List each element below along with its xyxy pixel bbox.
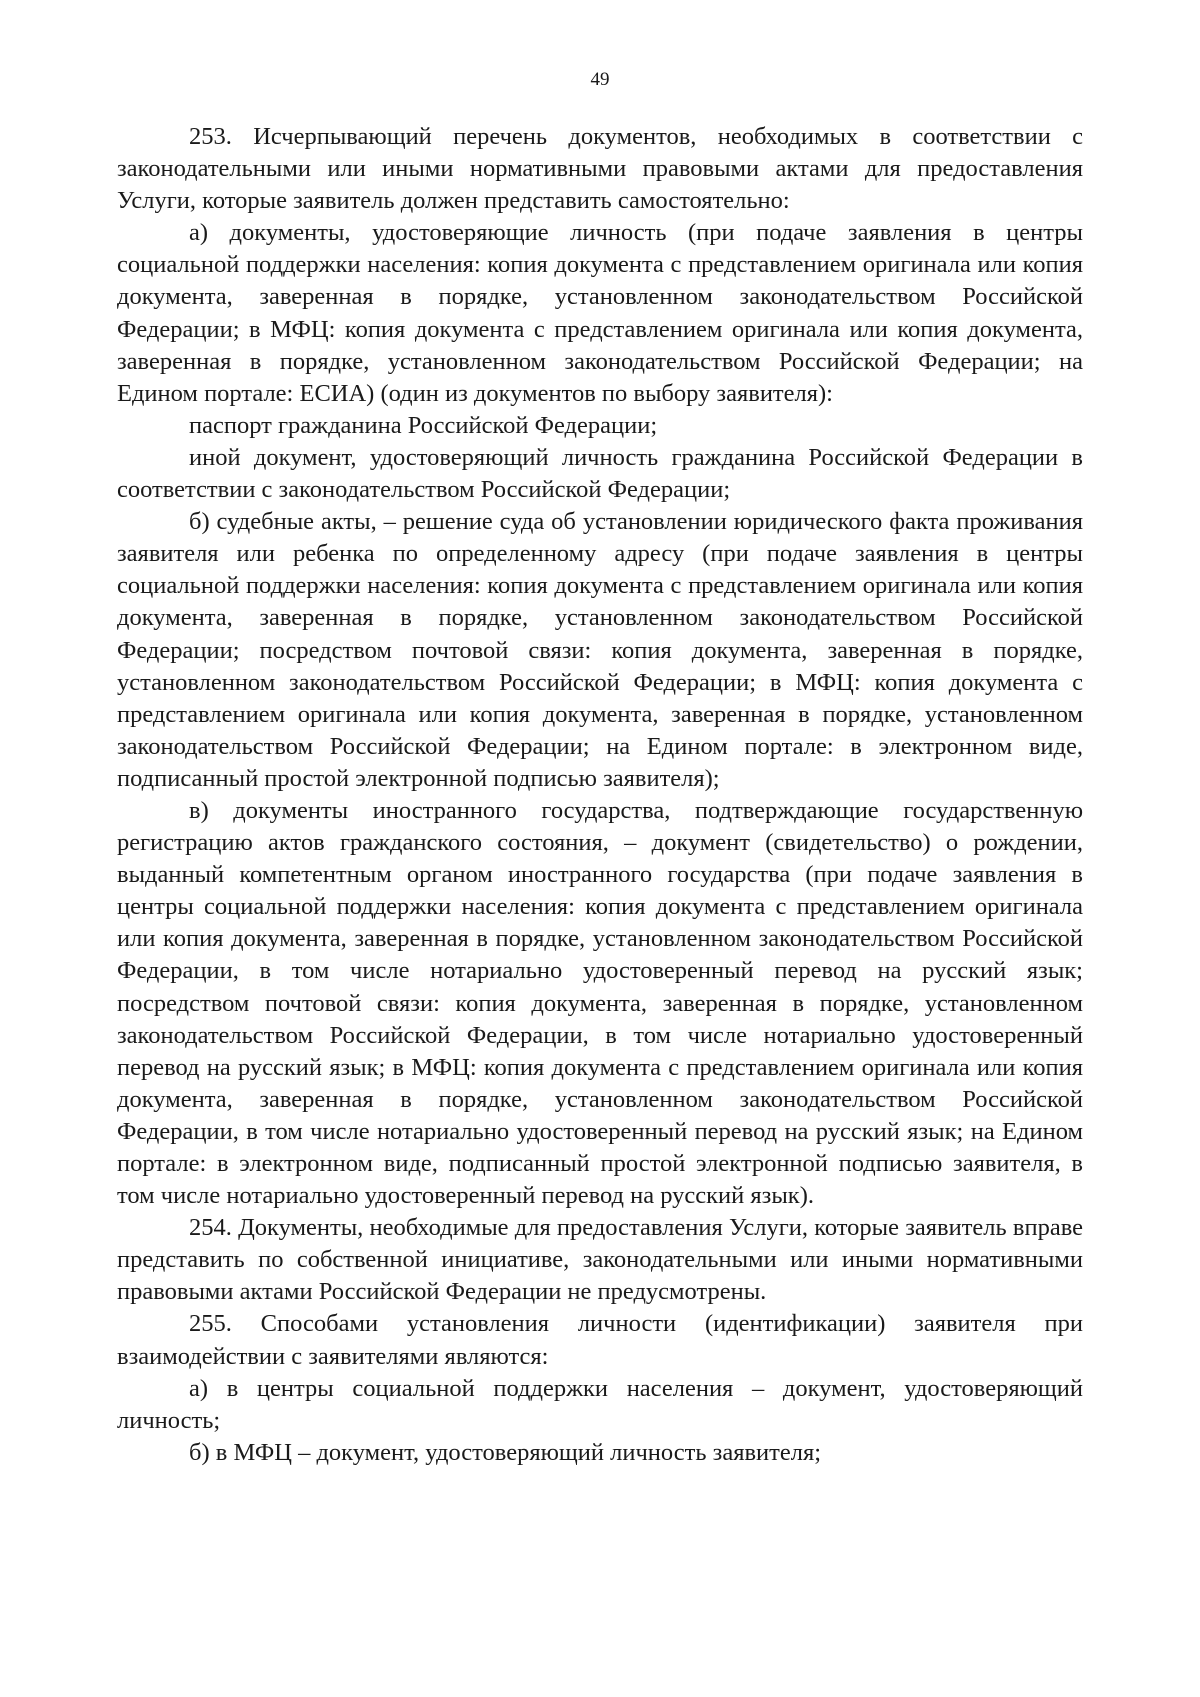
paragraph-255-a: а) в центры социальной поддержки населения – документ, удостоверяющий личность;	[117, 1374, 1083, 1434]
paragraph-253-b: б) судебные акты, – решение суда об установлении юридического факта проживания заявителя или ребенка по определенному адресу (при подаче заявления в центры социальной поддержки населения: копия документа с представлением оригинала или копия документа, заверенная в порядке, установленном законодательством Российской Федерации; посредством почтовой связи: копия документа, заверенная в порядке, установленном законодательством Российской Федерации; в МФЦ: копия документа с представлением оригинала или копия документа, заверенная в порядке, установленном законодательством Российской Федерации; на Едином портале: в электронном виде, подписанный простой электронной подписью заявителя);	[117, 508, 1083, 792]
paragraph-255-b: б) в МФЦ – документ, удостоверяющий личность заявителя;	[189, 1438, 822, 1466]
document-body	[117, 121, 1083, 1469]
paragraph-253-a: а) документы, удостоверяющие личность (при подаче заявления в центры социальной поддержки населения: копия документа с представлением оригинала или копия документа, заверенная в порядке, установленном законодательством Российской Федерации; в МФЦ: копия документа с представлением оригинала или копия документа, заверенная в порядке, установленном законодательством Российской Федерации; на Едином портале: ЕСИА) (один из документов по выбору заявителя):	[117, 219, 1083, 407]
paragraph-253-v: в) документы иностранного государства, подтверждающие государственную регистрацию актов гражданского состояния, – документ (свидетельство) о рождении, выданный компетентным органом иностранного государства (при подаче заявления в центры социальной поддержки населения: копия документа с представлением оригинала или копия документа, заверенная в порядке, установленном законодательством Российской Федерации, в том числе нотариально удостоверенный перевод на русский язык; посредством почтовой связи: копия документа, заверенная в порядке, установленном законодательством Российской Федерации, в том числе нотариально удостоверенный перевод на русский язык; в МФЦ: копия документа с представлением оригинала или копия документа, заверенная в порядке, установленном законодательством Российской Федерации, в том числе нотариально удостоверенный перевод на русский язык; на Едином портале: в электронном виде, подписанный простой электронной подписью заявителя, в том числе нотариально удостоверенный перевод на русский язык).	[117, 796, 1083, 1210]
page-number: 49	[590, 69, 610, 90]
paragraph-other-id: иной документ, удостоверяющий личность гражданина Российской Федерации в соответствии с законодательством Российской Федерации;	[117, 443, 1083, 504]
paragraph-passport: паспорт гражданина Российской Федерации;	[189, 411, 658, 439]
paragraph-254: 254. Документы, необходимые для предоставления Услуги, которые заявитель вправе представить по собственной инициативе, законодательными или иными нормативными правовыми актами Российской Федерации не предусмотрены.	[117, 1214, 1083, 1306]
paragraph-255: 255. Способами установления личности (идентификации) заявителя при взаимодействии с заявителями являются:	[117, 1310, 1083, 1370]
paragraph-253: 253. Исчерпывающий перечень документов, необходимых в соответствии с законодательными или иными нормативными правовыми актами для предоставления Услуги, которые заявитель должен представить самостоятельно:	[117, 123, 1083, 215]
